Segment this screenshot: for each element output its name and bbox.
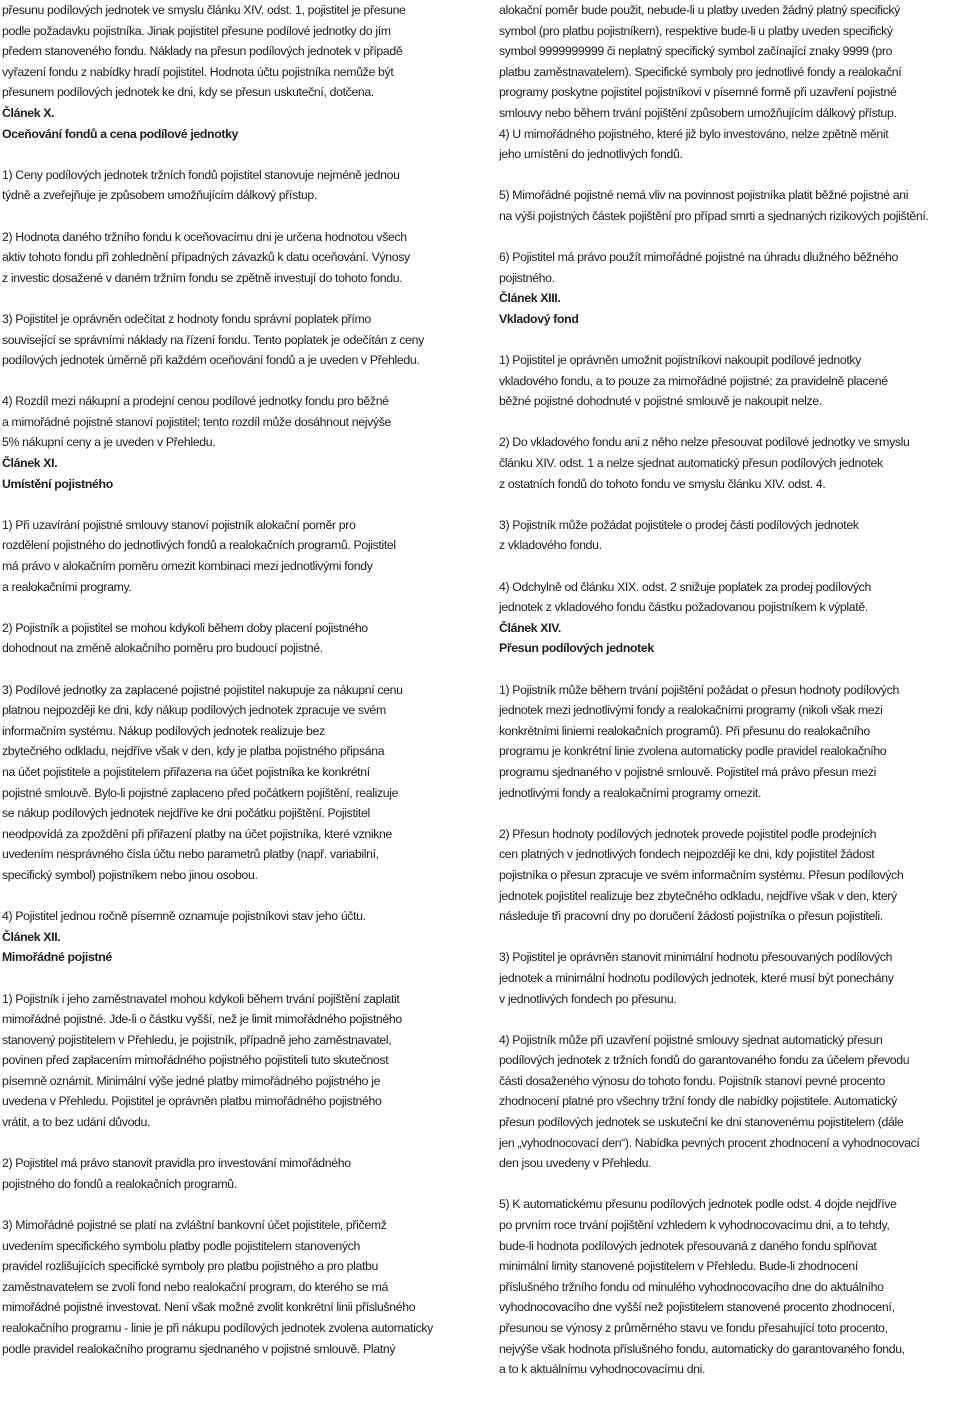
text-line: vrátit, a to bez udání důvodu. [2,1115,151,1130]
text-line: 1) Při uzavírání pojistné smlouvy stanoví pojistník alokační poměr pro [2,517,356,532]
paragraph [2,906,460,927]
text-line: pojistníka o přesun zpracuje ve svém informačním systému. Přesun podílových [499,867,904,882]
text-line: vyřazení fondu z nabídky hradí pojistitel. Hodnota účtu pojistníka nemůže být [2,64,394,79]
text-line: přesunem podílových jednotek ke dni, kdy se přesun uskuteční, dotčena. [2,85,374,100]
text-line: symbol (pro platbu pojistníkem), respektive bude-li u platby uveden specifický [499,23,893,38]
text-line: 4) Pojistitel jednou ročně písemně oznamuje pojistníkovi stav jeho účtu. [2,909,366,924]
text-line: informačním systému. Nákup podílových jednotek realizuje bez [2,723,325,738]
paragraph [2,165,460,206]
text-line: a to k aktuálnímu vyhodnocovacímu dni. [499,1362,706,1377]
paragraph [499,350,956,412]
text-line: 3) Pojistitel je oprávněn odečítat z hodnoty fondu správní poplatek přímo [2,311,371,326]
text-line: jednotlivými fondy a realokačními programy omezit. [499,785,762,800]
text-line: přesunu podílových jednotek ve smyslu článku XIV. odst. 1, pojistitel je přesune [2,3,406,17]
paragraph [2,515,460,597]
text-line: a mimořádné pojistné stanoví pojistitel; tento rozdíl může dosáhnout nejvýše [2,414,391,429]
text-line: 3) Mimořádné pojistné se platí na zvláštní bankovní účet pojistitele, přičemž [2,1218,387,1233]
text-line: programy poskytne pojistitel pojistníkovi v písemné formě při uzavření pojistné [499,85,897,100]
text-line: specifický symbol) pojistníkem nebo jinou osobou. [2,867,258,882]
article-number: Článek X. [2,105,55,120]
text-line: uvedena v Přehledu. Pojistitel je oprávněn platbu mimořádného pojistného [2,1094,382,1109]
text-line: uvedením nesprávného čísla účtu nebo parametrů platby (např. variabilní, [2,847,379,862]
paragraph [499,432,956,494]
text-line: části dosaženého výnosu do tohoto fondu. Pojistník stanoví pevné procento [499,1073,885,1088]
paragraph [499,247,956,288]
text-line: mimořádné pojistné. Jde-li o částku vyšší, než je limit mimořádného pojistného [2,1012,402,1027]
text-line: jednotek pojistitel realizuje bez zbytečného odkladu, nejdříve však v den, který [499,888,897,903]
text-line: 4) Odchylně od článku XIX. odst. 2 snižuje poplatek za prodej podílových [499,579,871,594]
article-title: Oceňování fondů a cena podílové jednotky [2,126,239,141]
text-line: 2) Přesun hodnoty podílových jednotek provede pojistitel podle prodejních [499,826,877,841]
text-line: a realokačními programy. [2,579,132,594]
text-line: 3) Podílové jednotky za zaplacené pojistné pojistitel nakupuje za nákupní cenu [2,682,403,697]
text-line: podílových jednotek z tržních fondů do garantovaného fondu za účelem převodu [499,1053,910,1068]
article-number: Článek XI. [2,456,58,471]
text-line: uvedením specifického symbolu platby podle pojistitelem stanovených [2,1238,360,1253]
text-line: bude-li hodnota podílových jednotek přesouvaná z daného fondu splňovat [499,1238,877,1253]
text-line: 1) Pojistitel je oprávněn umožnit pojistníkovi nakoupit podílové jednotky [499,353,862,368]
text-line: nejvýše však hodnota příslušného fondu, automaticky do garantovaného fondu, [499,1341,905,1356]
paragraph [2,1153,460,1194]
text-line: běžné pojistné dohodnuté v pojistné smlouvě je nakoupit nelze. [499,394,822,409]
paragraph [2,680,460,886]
paragraph [2,227,460,289]
text-line: podle požadavku pojistníka. Jinak pojistitel přesune podílové jednotky do jím [2,23,391,38]
text-line: 2) Hodnota daného tržního fondu k oceňovacímu dni je určena hodnotou všech [2,229,407,244]
text-line: jednotek mezi jednotlivými fondy a realokačními programy (nikoli však mezi [499,703,883,718]
article-number: Článek XIII. [499,291,561,306]
text-line: v jednotlivých fondech po přesunu. [499,991,677,1006]
text-line: vyhodnocovacího dne vyšší než pojistitelem stanovené procento zhodnocení, [499,1300,895,1315]
text-line: písemně oznámit. Minimální výše jedné platby mimořádného pojistného je [2,1073,381,1088]
text-line: 2) Pojistník a pojistitel se mohou kdykoli během doby placení pojistného [2,620,368,635]
text-line: 6) Pojistitel má právo použít mimořádné pojistné na úhradu dlužného běžného [499,250,898,265]
text-line: po prvním roce trvání pojištění vzhledem k vyhodnocovacímu dni, a to tehdy, [499,1218,890,1233]
text-line: 3) Pojistitel je oprávněn stanovit minimální hodnotu přesouvaných podílových [499,950,893,965]
paragraph [499,824,956,927]
article-number: Článek XII. [2,929,61,944]
text-line: rozdělení pojistného do jednotlivých fondů a realokačních programů. Pojistitel [2,538,396,553]
text-line: neodpovídá za zpoždění při přiřazení platby na účet pojistníka, které vznikne [2,826,393,841]
text-line: symbol 9999999999 či neplatný specifický symbol začínající znaky 9999 (pro [499,44,893,59]
text-line: 4) Rozdíl mezi nákupní a prodejní cenou podílové jednotky fondu pro běžné [2,394,389,409]
text-line: 5% nákupní ceny a je uveden v Přehledu. [2,435,216,450]
text-line: následuje tři pracovní dny po doručení žádosti pojistníka o přesun pojistiteli. [499,909,883,924]
text-line: pojistné smlouvě. Bylo-li pojistné zaplaceno před počátkem pojištění, realizuje [2,785,399,800]
paragraph [2,1215,460,1359]
paragraph [499,680,956,804]
text-line: pravidel rozlišujících specifické symboly pro platbu pojistného a pro platbu [2,1259,378,1274]
text-line: 4) U mimořádného pojistného, které již bylo investováno, nelze zpětně měnit [499,126,889,141]
text-line: 2) Pojistitel má právo stanovit pravidla pro investování mimořádného [2,1156,351,1171]
text-line: jen „vyhodnocovací den“). Nabídka pevných procent zhodnocení a vyhodnocovací [499,1135,920,1150]
text-line: podílových jednotek úměrně při každém oceňování fondů a je uveden v Přehledu. [2,353,420,368]
paragraph [499,0,956,124]
text-line: 1) Pojistník i jeho zaměstnavatel mohou kdykoli během trvání pojištění zaplatit [2,991,400,1006]
text-line: zaměstnavatelem se zvolí fond nebo realokační program, do kterého se má [2,1279,388,1294]
paragraph [499,1030,956,1174]
text-line: jeho umístění do jednotlivých fondů. [499,147,683,162]
text-line: 2) Do vkladového fondu ani z něho nelze přesouvat podílové jednotky ve smyslu [499,435,910,450]
text-line: z vkladového fondu. [499,538,602,553]
text-line: den jsou uvedeny v Přehledu. [499,1156,652,1171]
text-line: 1) Ceny podílových jednotek tržních fondů pojistitel stanovuje nejméně jednou [2,167,400,182]
paragraph [499,947,956,1009]
text-line: na výši pojistných částek pojištění pro případ smrti a sjednaných rizikových pojištění. [499,208,929,223]
paragraph [499,1194,956,1379]
left-column [2,0,460,1359]
article-number: Článek XIV. [499,620,561,635]
article-title: Vkladový fond [499,311,579,326]
text-line: mimořádné pojistné investovat. Není však možné zvolit konkrétní linii příslušného [2,1300,416,1315]
paragraph [2,309,460,371]
text-line: 4) Pojistník může při uzavření pojistné smlouvy sjednat automatický přesun [499,1032,883,1047]
right-column [499,0,956,1380]
text-line: minimální limity stanovené pojistitelem v Přehledu. Bude-li zhodnocení [499,1259,858,1274]
text-line: jednotek a minimální hodnotu podílových jednotek, které musí být ponechány [499,970,894,985]
text-line: programu je konkrétní linie zvolena automaticky podle pravidel realokačního [499,744,887,759]
text-line: 3) Pojistník může požádat pojistitele o prodej části podílových jednotek [499,517,859,532]
text-line: má právo v alokačním poměru omezit kombinaci mezi jednotlivými fondy [2,559,373,574]
text-line: realokačního programu - linie je při nákupu podílových jednotek zvolena automaticky [2,1321,433,1335]
paragraph [499,185,956,226]
paragraph [2,391,460,453]
text-line: 5) K automatickému přesunu podílových jednotek podle odst. 4 dojde nejdříve [499,1197,897,1212]
text-line: pojistného. [499,270,555,285]
text-line: z investic dosažené v daném tržním fondu se zpětně investují do tohoto fondu. [2,270,403,285]
article-title: Mimořádné pojistné [2,950,112,965]
paragraph [499,515,956,556]
text-line: alokační poměr bude použit, nebude-li u platby uveden žádný platný specifický [499,3,900,17]
text-line: související se správními náklady na řízení fondu. Tento poplatek je odečítán z ceny [2,332,424,347]
paragraph [499,124,956,165]
text-line: přesunou se výnosy z průměrného stavu ve fondu přesahující toto procento, [499,1321,888,1335]
text-line: na účet pojistitele a pojistitelem přiřazena na účet pojistníka ke konkrétní [2,764,370,779]
text-line: z ostatních fondů do tohoto fondu ve smyslu článku XIV. odst. 4. [499,476,826,491]
paragraph [2,0,460,103]
text-line: povinen před zaplacením mimořádného pojistného pojistiteli tuto skutečnost [2,1053,389,1068]
text-line: programu sjednaného v pojistné smlouvě. Pojistitel má právo přesun mezi [499,764,877,779]
text-line: platbu zaměstnavatelem). Specifické symboly pro jednotlivé fondy a realokační [499,64,902,79]
text-line: předem stanoveného fondu. Náklady na přesun podílových jednotek v případě [2,44,403,59]
paragraph [499,577,956,618]
text-line: konkrétními liniemi realokačních programů). Při přesunu do realokačního [499,723,870,738]
text-line: podle pravidel realokačního programu sjednaného v pojistné smlouvě. Platný [2,1341,396,1356]
article-title: Umístění pojistného [2,476,113,491]
text-line: jednotek z vkladového fondu částku požadovanou pojistníkem k výplatě. [499,600,868,615]
paragraph [2,989,460,1133]
text-line: smlouvy nebo během trvání pojištění způsobem umožňujícím dálkový přístup. [499,105,897,120]
text-line: vkladového fondu, a to pouze za mimořádné pojistné; za pravidelně placené [499,373,888,388]
text-line: 1) Pojistník může během trvání pojištění požádat o přesun hodnoty podílových [499,682,899,697]
text-line: pojistného do fondů a realokačních programů. [2,1176,237,1191]
text-line: stanovený pojistitelem v Přehledu, je pojistník, případně jeho zaměstnavatel, [2,1032,392,1047]
text-line: 5) Mimořádné pojistné nemá vliv na povinnost pojistníka platit běžné pojistné ani [499,188,909,203]
text-line: se nákup podílových jednotek nejdříve ke dni počátku pojištění. Pojistitel [2,806,370,821]
text-line: přesun podílových jednotek se uskuteční ke dni stanovenému pojistitelem (dále [499,1115,904,1130]
text-line: platnou nejpozději ke dni, kdy nákup podílových jednotek zpracuje ve svém [2,703,386,718]
text-line: dohodnout na změně alokačního poměru pro budoucí pojistné. [2,641,323,656]
article-title: Přesun podílových jednotek [499,641,654,656]
text-line: článku XIV. odst. 1 a nelze sjednat automatický přesun podílových jednotek [499,456,883,471]
text-line: zhodnocení platné pro všechny tržní fondy dle nabídky pojistitele. Automatický [499,1094,897,1109]
text-line: příslušného tržního fondu od minulého vyhodnocovacího dne do aktuálního [499,1279,884,1294]
text-line: cen platných v jednotlivých fondech nejpozději ke dni, kdy pojistitel žádost [499,847,875,862]
paragraph [2,618,460,659]
text-line: týdně a zveřejňuje je způsobem umožňujícím dálkový přístup. [2,188,317,203]
text-line: aktiv tohoto fondu při zohlednění případných závazků k datu oceňování. Výnosy [2,250,410,265]
text-line: zbytečného odkladu, nejdříve však v den, kdy je platba pojistného připsána [2,744,385,759]
